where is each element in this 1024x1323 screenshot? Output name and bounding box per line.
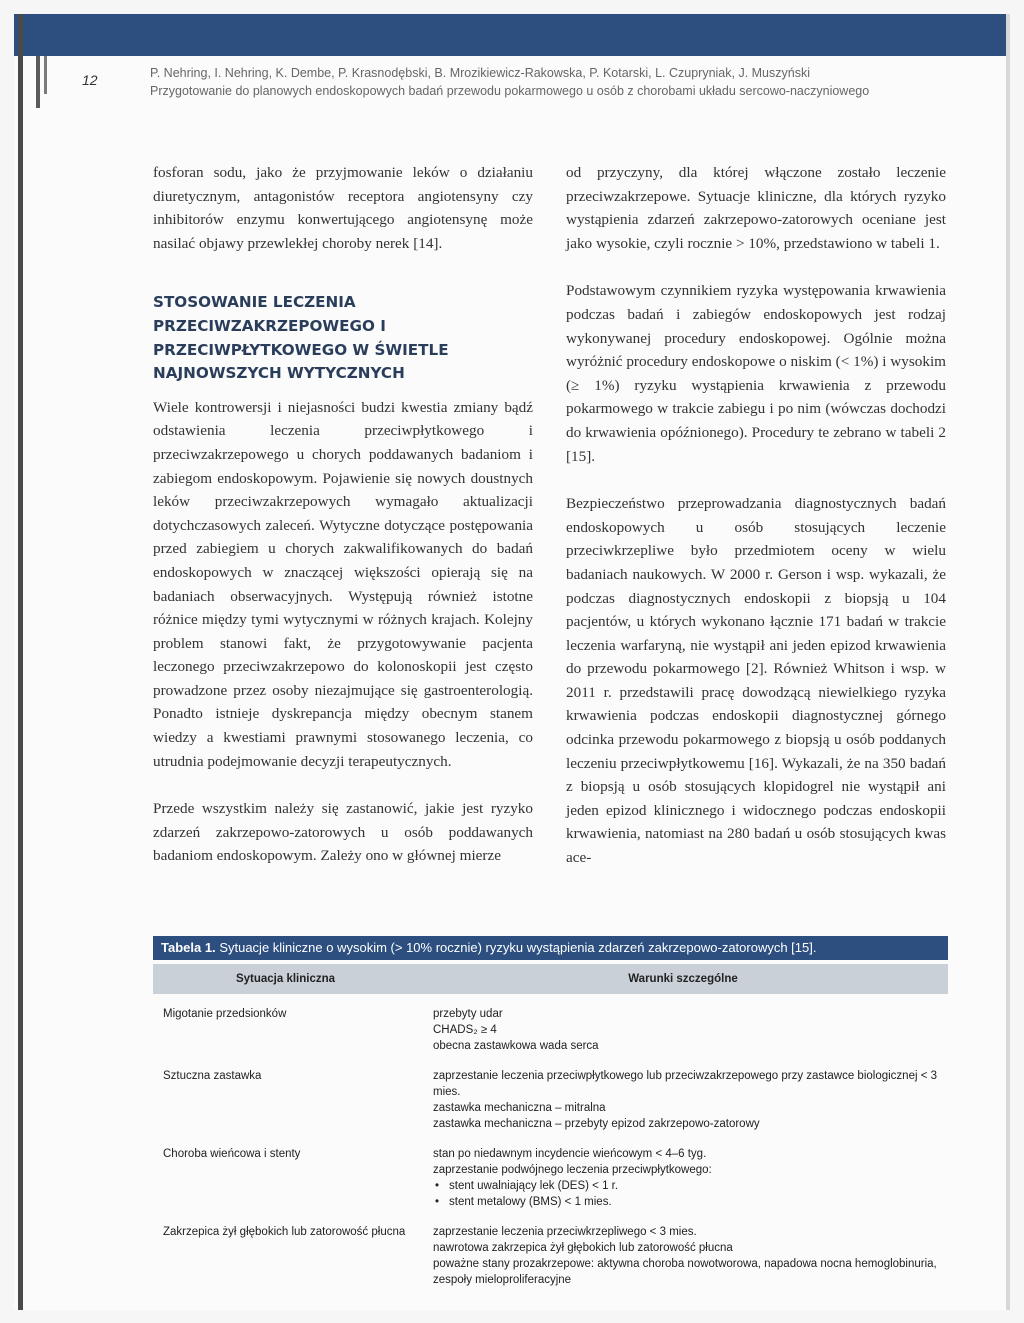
paragraph: Przede wszystkim należy się zastanowić, jakie jest ryzyko zdarzeń zakrzepowo-zatorowych u osób poddawanych badaniom endoskopowym. Zależy ono w głównej mierze xyxy=(153,800,533,865)
section-heading: STOSOWANIE LECZENIA PRZECIWZAKRZEPOWEGO I PRZECIWPŁYTKOWEGO W ŚWIETLE NAJNOWSZYCH WYTYCZNYCH xyxy=(153,293,449,383)
condition-bullet-item: • stent metalowy (BMS) < 1 mies. xyxy=(433,1194,948,1210)
table-caption-text: Sytuacje kliniczne o wysokim (> 10% rocznie) ryzyku wystąpienia zdarzeń zakrzepowo-zatorowych [15]. xyxy=(219,940,817,955)
scan-edge-bar xyxy=(1006,14,1010,1310)
condition-item: poważne stany prozakrzepowe: aktywna choroba nowotworowa, napadowa nocna hemoglobinuria, zespoły mieloproliferacyjne xyxy=(433,1258,937,1286)
margin-marker xyxy=(44,56,47,94)
table-row xyxy=(153,1224,948,1288)
condition-item: stan po niedawnym incydencie wieńcowym < 4–6 tyg. xyxy=(433,1148,707,1160)
table-header xyxy=(153,964,948,994)
page-number: 12 xyxy=(82,72,98,88)
condition-bullet-item: • stent uwalniający lek (DES) < 1 r. xyxy=(433,1178,948,1194)
table-cell-situation: Migotanie przedsionków xyxy=(163,1008,287,1020)
running-head-authors: P. Nehring, I. Nehring, K. Dembe, P. Krasnodębski, B. Mrozikiewicz-Rakowska, P. Kotarski, L. Czupryniak, J. Muszyński xyxy=(150,66,810,80)
table-header-cell: Warunki szczególne xyxy=(628,973,738,985)
table-caption xyxy=(153,936,948,960)
table-cell-conditions xyxy=(433,1224,948,1288)
paragraph: od przyczyny, dla której włączone zostało leczenie przeciwzakrzepowe. Sytuacje kliniczne, dla których ryzyko wystąpienia zdarzeń zakrzepowo-zatorowych oceniane jest jako wysokie, czyli rocznie > 10%, przedstawiono w tabeli 1. xyxy=(566,164,946,252)
table-cell-situation: Sztuczna zastawka xyxy=(163,1070,262,1082)
paragraph: Bezpieczeństwo przeprowadzania diagnostycznych badań endoskopowych u osób stosujących leczenie przeciwkrzepliwe było przedmiotem oceny w wielu badaniach naukowych. W 2000 r. Gerson i wsp. wykazali, że podczas diagnostycznych endoskopii z biopsją u 104 pacjentów, u których wykonano łącznie 171 badań w trakcie leczenia warfaryną, nie wystąpił ani jeden epizod krwawienia do przewodu pokarmowego [2]. Również Whitson i wsp. w 2011 r. przedstawili pracę dowodzącą niewielkiego ryzyka krwawienia podczas endoskopii diagnostycznej górnego odcinka przewodu pokarmowego z biopsją u osób poddanych leczeniu przeciwpłytkowemu [16]. Wykazali, że na 350 badań z biopsją u osób stosujących klopidogrel nie wystąpił ani jeden epizod klinicznego i widocznego podczas endoskopii krwawienia, natomiast na 280 badań u osób stosujących kwas ace- xyxy=(566,495,946,867)
paragraph: fosforan sodu, jako że przyjmowanie leków o działaniu diuretycznym, antagonistów receptora angiotensyny czy inhibitorów enzymu konwertującego angiotensynę może nasilać objawy przewlekłej choroby nerek [14]. xyxy=(153,164,533,252)
table-cell-conditions xyxy=(433,1146,948,1210)
condition-item: przebyty udar xyxy=(433,1008,503,1020)
running-head-title: Przygotowanie do planowych endoskopowych badań przewodu pokarmowego u osób z chorobami układu sercowo-naczyniowego xyxy=(150,84,870,98)
table-header-cell: Sytuacja kliniczna xyxy=(235,973,336,985)
condition-item: zaprzestanie leczenia przeciwpłytkowego lub przeciwzakrzepowego przy zastawce biologicznej < 3 mies. xyxy=(433,1070,938,1098)
condition-item: obecna zastawkowa wada serca xyxy=(433,1040,599,1052)
scan-edge-bar xyxy=(18,14,23,1310)
right-column xyxy=(566,161,946,870)
condition-item: CHADS₂ ≥ 4 xyxy=(433,1024,497,1036)
table-1 xyxy=(153,936,948,1288)
header-band xyxy=(14,14,1010,56)
left-column xyxy=(153,161,533,868)
table-cell-situation: Zakrzepica żył głębokich lub zatorowość płucna xyxy=(163,1226,406,1238)
table-row xyxy=(153,1146,948,1210)
running-head xyxy=(150,64,970,100)
condition-item: nawrotowa zakrzepica żył głębokich lub zatorowość płucna xyxy=(433,1242,733,1254)
condition-item: zastawka mechaniczna – mitralna xyxy=(433,1102,606,1114)
table-row xyxy=(153,1068,948,1132)
condition-item: zaprzestanie leczenia przeciwkrzepliwego < 3 mies. xyxy=(433,1226,697,1238)
paragraph: Podstawowym czynnikiem ryzyka występowania krwawienia podczas badań i zabiegów endoskopowych jest rodzaj wykonywanej procedury endoskopowej. Ogólnie można wyróżnić procedury endoskopowe o niskim (< 1%) i wysokim (≥ 1%) ryzyku wystąpienia krwawienia z przewodu pokarmowego w trakcie zabiegu i po nim (wówczas dochodzi do krwawienia opóźnionego). Procedury te zebrano w tabeli 2 [15]. xyxy=(566,282,946,465)
table-row xyxy=(153,1006,948,1054)
condition-item: zaprzestanie podwójnego leczenia przeciwpłytkowego: xyxy=(433,1164,712,1176)
table-cell-conditions xyxy=(433,1068,948,1132)
table-cell-situation: Choroba wieńcowa i stenty xyxy=(163,1148,301,1160)
table-cell-conditions xyxy=(433,1006,948,1054)
condition-item: zastawka mechaniczna – przebyty epizod zakrzepowo-zatorowy xyxy=(433,1118,760,1130)
paragraph: Wiele kontrowersji i niejasności budzi kwestia zmiany bądź odstawienia leczenia przeciwpłytkowego i przeciwzakrzepowego u chorych poddawanych badaniom i zabiegom endoskopowym. Pojawienie się nowych doustnych leków przeciwzakrzepowych wymagało aktualizacji dotychczasowych zaleceń. Wytyczne dotyczące postępowania przed zabiegiem u chorych zakwalifikowanych do badań endoskopowych w znaczącej większości opierają się na badaniach obserwacyjnych. Występują również istotne różnice między tymi wytycznymi w różnych krajach. Kolejny problem stanowi fakt, że przygotowywanie pacjenta leczonego przeciwzakrzepowo do kolonoskopii jest często prowadzone przez osoby niezajmujące się gastroenterologią. Ponadto istnieje dyskrepancja między obecnym stanem wiedzy a kwestiami prawnymi stosowanego leczenia, co utrudnia podejmowanie decyzji terapeutycznych. xyxy=(153,398,533,770)
table-caption-label: Tabela 1. xyxy=(161,940,216,955)
margin-marker xyxy=(36,56,40,108)
